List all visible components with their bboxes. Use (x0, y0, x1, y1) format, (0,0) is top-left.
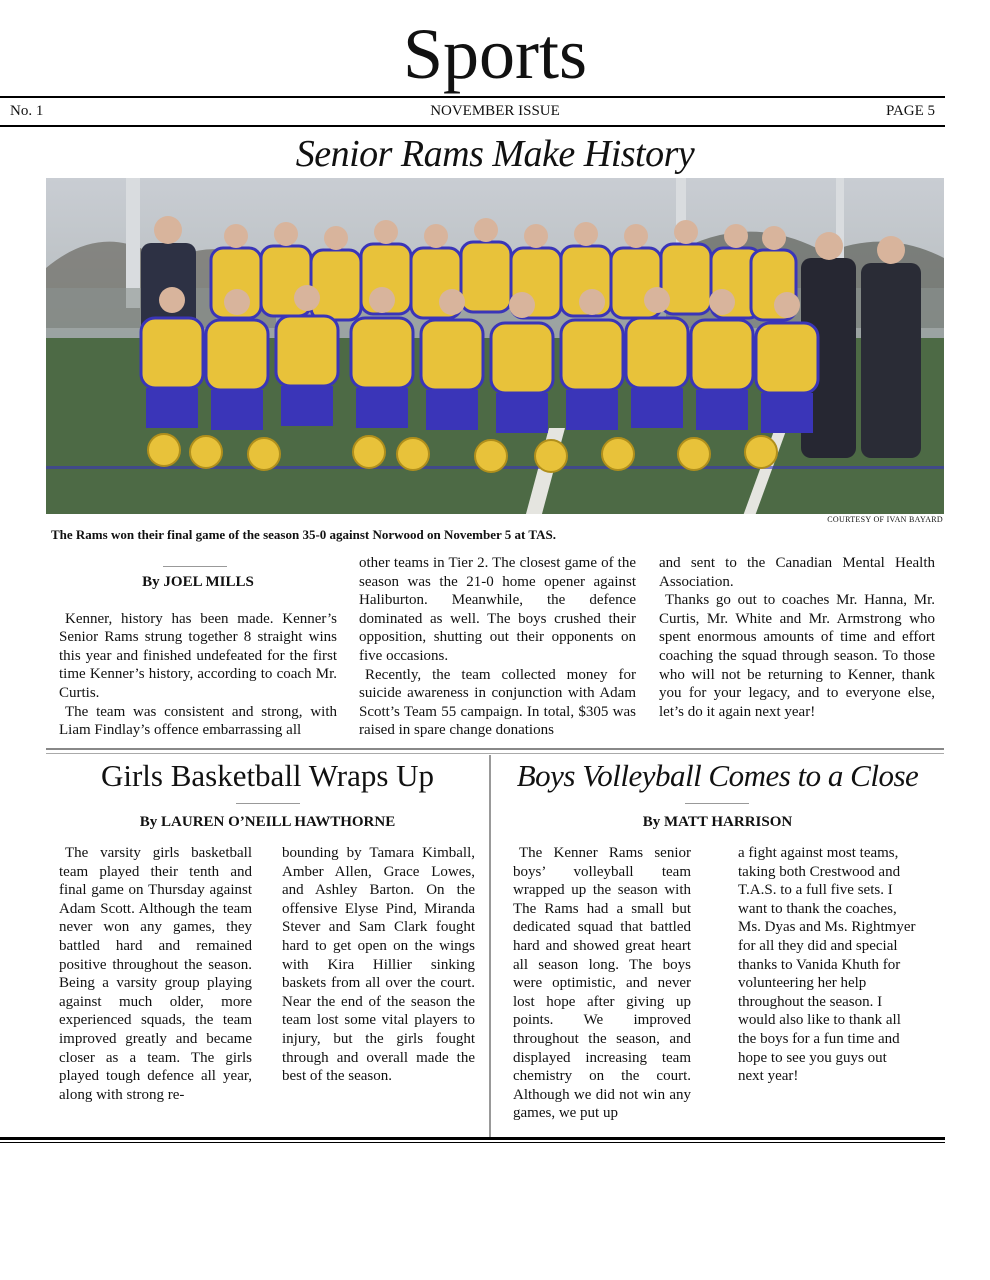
issue-name: NOVEMBER ISSUE (430, 103, 560, 119)
basketball-column-2 (282, 844, 475, 1086)
paragraph: The Kenner Rams senior boys’ volleyball team wrapped up the season with The Rams had a small but dedicated squad that battled hard and showed great heart all season long. The boys were optimistic, and never lost hope after giving up points. We improved throughout the season, and displayed increasing team chemistry on the court. Although we did not win any games, we put up (513, 845, 691, 1122)
team-photo (46, 178, 944, 514)
issue-bar (0, 100, 945, 124)
byline-divider (685, 803, 749, 804)
volleyball-column-1 (513, 844, 691, 1123)
section-divider (46, 748, 944, 750)
feature-column-1 (59, 573, 337, 740)
page-number: PAGE 5 (886, 103, 936, 119)
section-divider-thin (46, 753, 944, 754)
paragraph: The team was consistent and strong, with Liam Findlay’s offence embarrassing all (59, 703, 337, 739)
issue-number: No. 1 (10, 103, 44, 119)
byline-divider (236, 803, 300, 804)
feature-headline: Senior Rams Make History (295, 133, 695, 175)
feature-column-2 (359, 554, 636, 740)
photo-credit: COURTESY OF IVAN BAYARD (827, 515, 943, 524)
paragraph: The varsity girls basketball team played their tenth and final game on Thursday against Adam Scott. Although the team never won any games, they battled hard and remained positive throughout the season. Being a varsity group playing against much older, more experienced squads, the team improved greatly and became closer as a team. The girls played tough defence all year, along with strong re- (59, 845, 252, 1103)
column-divider (489, 755, 491, 1138)
masthead-bottom-rule (0, 125, 945, 127)
byline-divider (163, 566, 227, 567)
section-title: Sports (402, 14, 588, 94)
feature-byline: By JOEL MILLS (142, 574, 254, 590)
paragraph: Kenner, history has been made. Kenner’s Senior Rams strung together 8 straight wins this year and finished undefeated for the first time Kenner’s history, according to coach Mr. Curtis. (59, 610, 337, 701)
footer-rule (0, 1137, 945, 1140)
paragraph: Thanks go out to coaches Mr. Hanna, Mr. Curtis, Mr. White and Mr. Armstrong who spent enormous amounts of time and effort coaching the squad through season. To those who will not be returning to Kenner, thank you for your legacy, and to everyone else, let’s do it again next year! (659, 592, 935, 720)
basketball-column-1 (59, 844, 252, 1104)
paragraph: Recently, the team collected money for suicide awareness in conjunction with Adam Scott’s Team 55 campaign. In total, $305 was raised in spare change donations (359, 666, 636, 739)
masthead-top-rule (0, 96, 945, 98)
basketball-headline: Girls Basketball Wraps Up (100, 758, 435, 793)
feature-column-3 (659, 554, 935, 721)
photo-caption: The Rams won their final game of the season 35-0 against Norwood on November 5 at TAS. (51, 527, 556, 542)
volleyball-byline: By MATT HARRISON (642, 814, 793, 830)
team-photo-illustration (46, 178, 944, 514)
basketball-byline: By LAUREN O’NEILL HAWTHORNE (139, 814, 396, 830)
footer-rule-thin (0, 1142, 945, 1143)
paragraph: a fight against most teams, taking both Crestwood and T.A.S. to a full five sets. I want to thank the coaches, Ms. Dyas and Ms. Rightmyer for all they did and special thanks to Vanida Khuth for volunteering her help throughout the season. I would also like to thank all the boys for a fun time and hope to see you guys out next year! (738, 845, 916, 1085)
volleyball-headline: Boys Volleyball Comes to a Close (516, 758, 919, 793)
paragraph: and sent to the Canadian Mental Health Association. (659, 555, 935, 590)
paragraph: bounding by Tamara Kimball, Amber Allen, Grace Lowes, and Ashley Barton. On the offensive Elyse Pind, Miranda Stever and Sam Clark fought hard to get open on the wings with Kira Hillier sinking baskets from all over the court. Near the end of the season the team lost some vital players to injury, but the girls fought through and overall made the best of the season. (282, 845, 475, 1085)
paragraph: other teams in Tier 2. The closest game of the season was the 21-0 home opener against Haliburton. Meanwhile, the defence dominated as well. The boys crushed their opposition, shutting out their opponents on five occasions. (359, 555, 636, 664)
volleyball-column-2 (738, 844, 916, 1086)
